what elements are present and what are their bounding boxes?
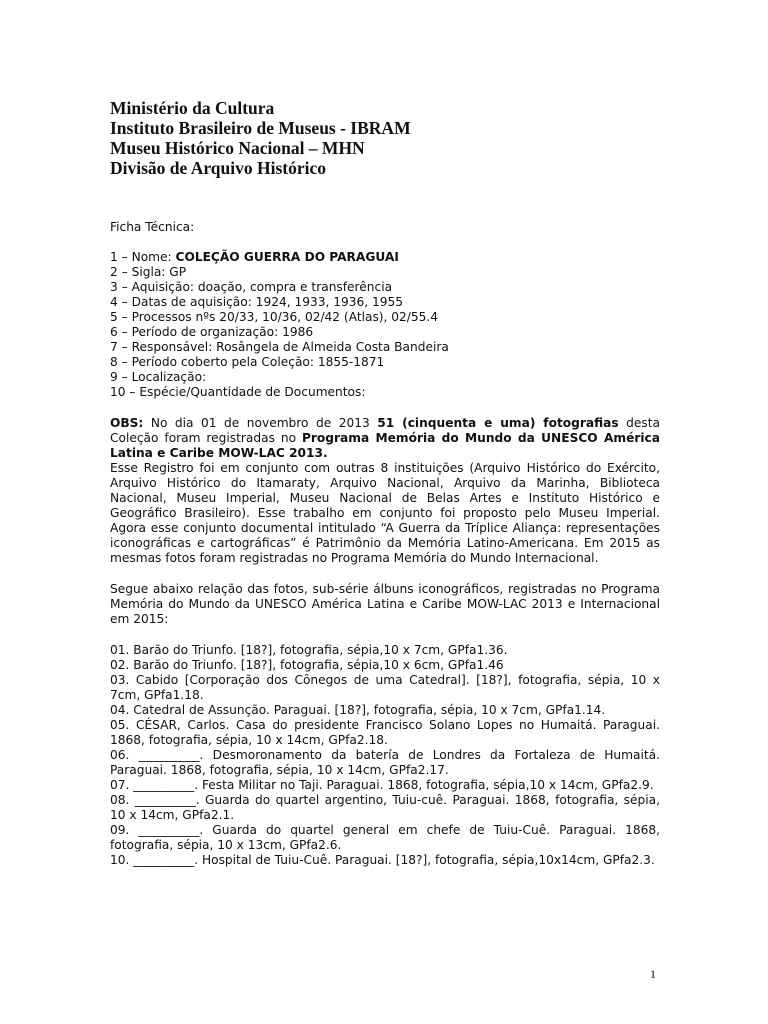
ficha-item-nome bbox=[110, 250, 660, 265]
list-item: 02. Barão do Triunfo. [18?], fotografia, sépia,10 x 6cm, GPfa1.46 bbox=[110, 658, 504, 672]
list-item: 05. CÉSAR, Carlos. Casa do presidente Francisco Solano Lopes no Humaitá. Paraguai. 1868, fotografia, sépia, 10 x 14cm, GPfa2.18. bbox=[110, 718, 660, 747]
ficha-item-datas: 4 – Datas de aquisição: 1924, 1933, 1936, 1955 bbox=[110, 295, 403, 309]
photo-list bbox=[110, 643, 660, 868]
page-number: 1 bbox=[650, 967, 656, 981]
header-institute: Instituto Brasileiro de Museus - IBRAM bbox=[110, 118, 411, 138]
ficha-item-sigla: 2 – Sigla: GP bbox=[110, 265, 187, 279]
header-ministry: Ministério da Cultura bbox=[110, 98, 275, 118]
ficha-item-periodo-coberto: 8 – Período coberto pela Coleção: 1855-1871 bbox=[110, 355, 385, 369]
list-item: 08. __________. Guarda do quartel argentino, Tuiu-cuê. Paraguai. 1868, fotografia, sépia, 10 x 14cm, GPfa2.1. bbox=[110, 793, 660, 822]
header-division: Divisão de Arquivo Histórico bbox=[110, 158, 327, 178]
ficha-item-processos: 5 – Processos nºs 20/33, 10/36, 02/42 (Atlas), 02/55.4 bbox=[110, 310, 439, 324]
ficha-item-nome-label: 1 – Nome: bbox=[110, 250, 176, 264]
obs-photo-count: 51 (cinquenta e uma) fotografias bbox=[377, 416, 619, 430]
list-item: 03. Cabido [Corporação dos Cônegos de uma Catedral]. [18?], fotografia, sépia, 10 x 7cm, GPfa1.18. bbox=[110, 673, 660, 702]
list-item: 06. __________. Desmoronamento da batería de Londres da Fortaleza de Humaitá. Paraguai. 1868, fotografia, sépia, 10 x 14cm, GPfa2.17. bbox=[110, 748, 660, 777]
ficha-item-periodo-organizacao: 6 – Período de organização: 1986 bbox=[110, 325, 314, 339]
list-item: 09. __________. Guarda do quartel general em chefe de Tuiu-Cuê. Paraguai. 1868, fotografia, sépia, 10 x 13cm, GPfa2.6. bbox=[110, 823, 660, 852]
collection-name: COLEÇÃO GUERRA DO PARAGUAI bbox=[175, 250, 399, 264]
list-item: 04. Catedral de Assunção. Paraguai. [18?], fotografia, sépia, 10 x 7cm, GPfa1.14. bbox=[110, 703, 606, 717]
obs-text-2: desta Coleção foram registradas no bbox=[110, 416, 660, 445]
document-header bbox=[110, 98, 660, 178]
obs-label: OBS: bbox=[110, 416, 144, 430]
ficha-item-especie: 10 – Espécie/Quantidade de Documentos: bbox=[110, 385, 366, 399]
ficha-item-localizacao: 9 – Localização: bbox=[110, 370, 207, 384]
document-page bbox=[110, 98, 660, 868]
header-museum: Museu Histórico Nacional – MHN bbox=[110, 138, 365, 158]
ficha-tecnica bbox=[110, 220, 660, 400]
obs-text-1: No dia 01 de novembro de 2013 bbox=[143, 416, 378, 430]
obs-paragraph bbox=[110, 416, 660, 461]
ficha-item-aquisicao: 3 – Aquisição: doação, compra e transferência bbox=[110, 280, 393, 294]
obs-program-name: Programa Memória do Mundo da UNESCO América Latina e Caribe MOW-LAC 2013. bbox=[110, 431, 660, 460]
registro-paragraph: Esse Registro foi em conjunto com outras 8 instituições (Arquivo Histórico do Exército, Arquivo Histórico do Itamaraty, Arquivo Nacional, Arquivo da Marinha, Biblioteca Nacional, Museu Imperial, Museu Nacional de Belas Artes e Instituto Histórico e Geográfico Brasileiro). Esse trabalho em conjunto foi proposto pelo Museu Imperial. Agora esse conjunto documental intitulado “A Guerra da Tríplice Aliança: representações iconográficas e cartográficas” é Patrimônio da Memória Latino-Americana. Em 2015 as mesmas fotos foram registradas no Programa Memória do Mundo Internacional. bbox=[110, 461, 660, 565]
list-item: 07. __________. Festa Militar no Taji. Paraguai. 1868, fotografia, sépia,10 x 14cm, GPfa2.9. bbox=[110, 778, 654, 792]
ficha-title: Ficha Técnica: bbox=[110, 220, 195, 234]
list-item: 01. Barão do Triunfo. [18?], fotografia, sépia,10 x 7cm, GPfa1.36. bbox=[110, 643, 508, 657]
intro-paragraph: Segue abaixo relação das fotos, sub-série álbuns iconográficos, registradas no Programa Memória do Mundo da UNESCO América Latina e Caribe MOW-LAC 2013 e Internacional em 2015: bbox=[110, 582, 660, 626]
list-item: 10. __________. Hospital de Tuiu-Cuê. Paraguai. [18?], fotografia, sépia,10x14cm, GPfa2.3. bbox=[110, 853, 655, 867]
ficha-item-responsavel: 7 – Responsável: Rosângela de Almeida Costa Bandeira bbox=[110, 340, 449, 354]
